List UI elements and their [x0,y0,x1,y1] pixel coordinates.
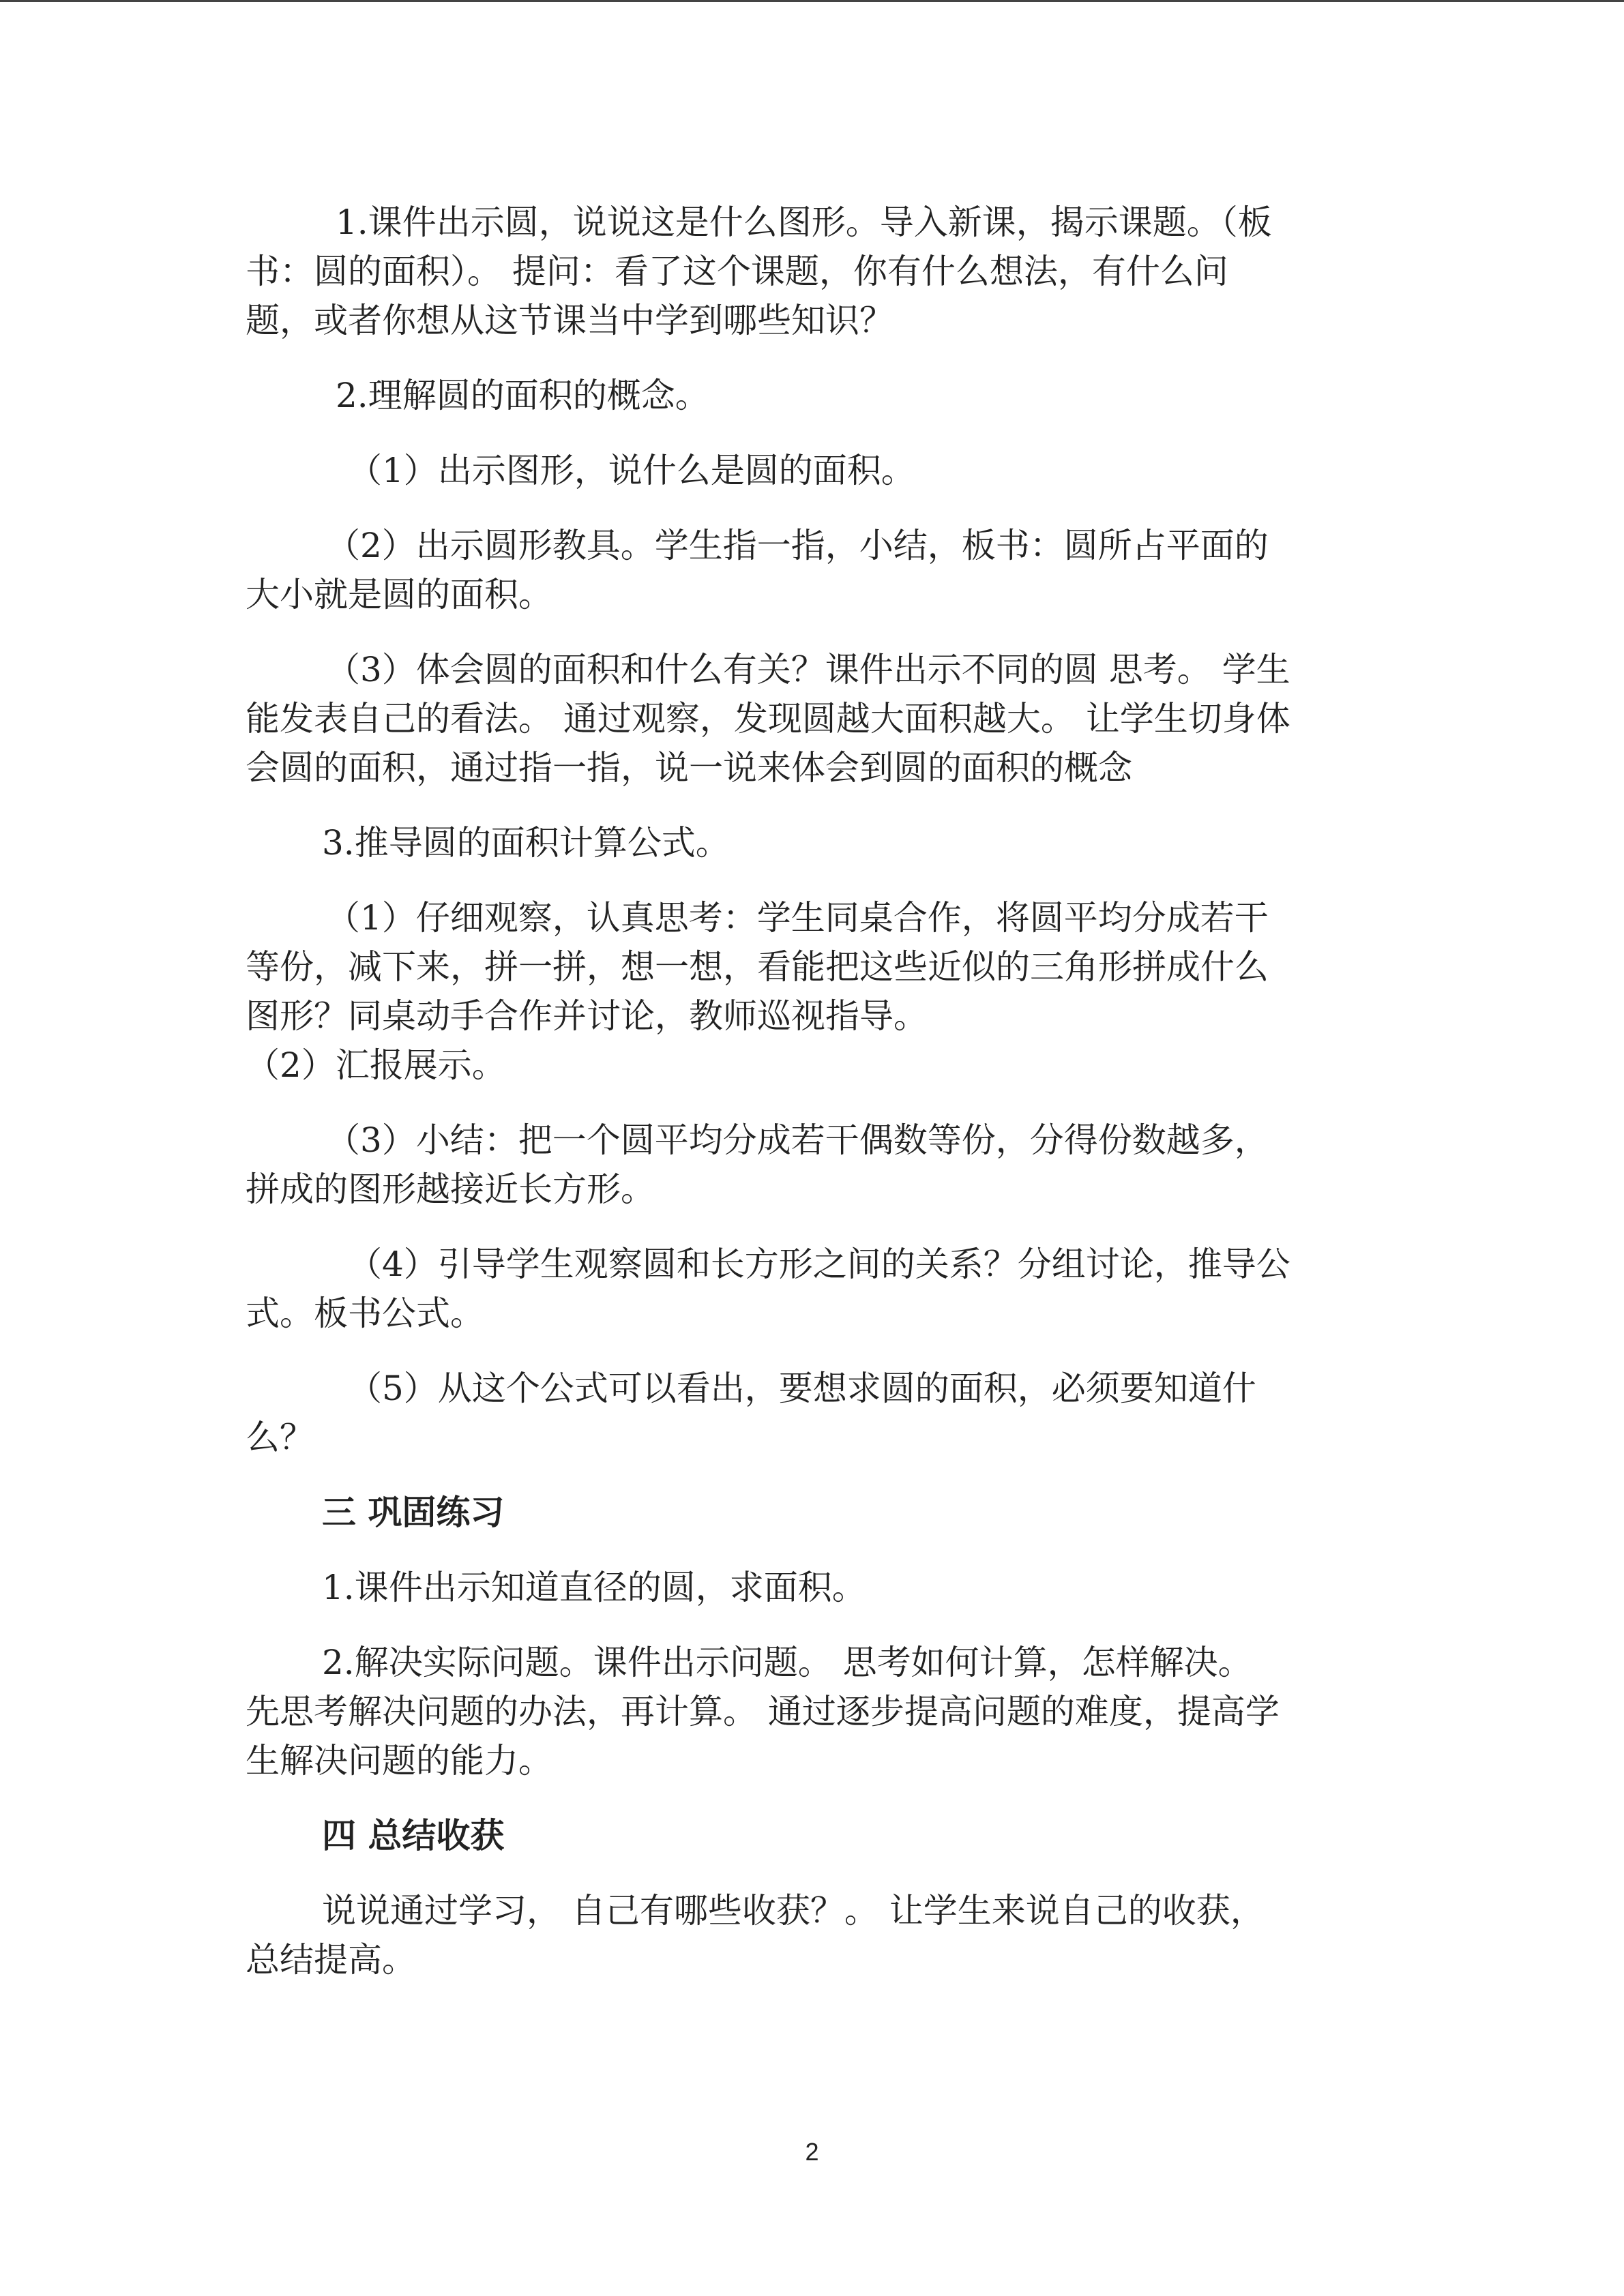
paragraph-report-show: （2）汇报展示。 [246,1045,506,1085]
page-number: 2 [805,2138,819,2166]
paragraph-formula-question: （5）从这个公式可以看出，要想求圆的面积，必须要知道什么？ [246,1369,1256,1457]
paragraph-derive-formula: 3.推导圆的面积计算公式。 [322,823,730,863]
paragraph-course-intro: 1.课件出示圆，说说这是什么图形。导入新课，揭示课题。（板书：圆的面积）。 提问：看了这个课题，你有什么想法，有什么问题，或者你想从这节课当中学到哪些知识？ [246,203,1272,340]
paragraph-experience-area: （3）体会圆的面积和什么有关？课件出示不同的圆 思考。 学生能发表自己的看法。 通过观察，发现圆越大面积越大。 让学生切身体会圆的面积，通过指一指，说一说来体会到圆的面积的概念 [246,650,1290,788]
paragraph-summary: 说说通过学习， 自己有哪些收获？。 让学生来说自己的收获，总结提高。 [246,1891,1265,1980]
paragraph-summary-rectangle: （3）小结：把一个圆平均分成若干偶数等份，分得份数越多，拼成的图形越接近长方形。 [246,1120,1269,1209]
heading-consolidation-practice: 三 巩固练习 [322,1493,505,1532]
heading-summary-gains: 四 总结收获 [322,1816,505,1855]
page-top-border [0,0,1624,2]
paragraph-observe-think: （1）仔细观察，认真思考：学生同桌合作，将圆平均分成若干等份，减下来，拼一拼，想一想，看能把这些近似的三角形拼成什么图形？同桌动手合作并讨论，教师巡视指导。 [246,898,1269,1036]
paragraph-relationship: （4）引导学生观察圆和长方形之间的关系？分组讨论，推导公式。板书公式。 [246,1244,1290,1333]
paragraph-show-teaching-aid: （2）出示圆形教具。学生指一指，小结，板书：圆所占平面的大小就是圆的面积。 [246,526,1269,614]
paragraph-practice-real-problem: 2.解决实际问题。课件出示问题。 思考如何计算，怎样解决。 先思考解决问题的办法，再计算。 通过逐步提高问题的难度，提高学生解决问题的能力。 [246,1643,1280,1780]
document-page [246,198,1296,1984]
paragraph-show-figure: （1）出示图形，说什么是圆的面积。 [348,451,915,490]
paragraph-practice-diameter: 1.课件出示知道直径的圆，求面积。 [322,1568,866,1607]
paragraph-area-concept: 2.理解圆的面积的概念。 [336,376,709,415]
